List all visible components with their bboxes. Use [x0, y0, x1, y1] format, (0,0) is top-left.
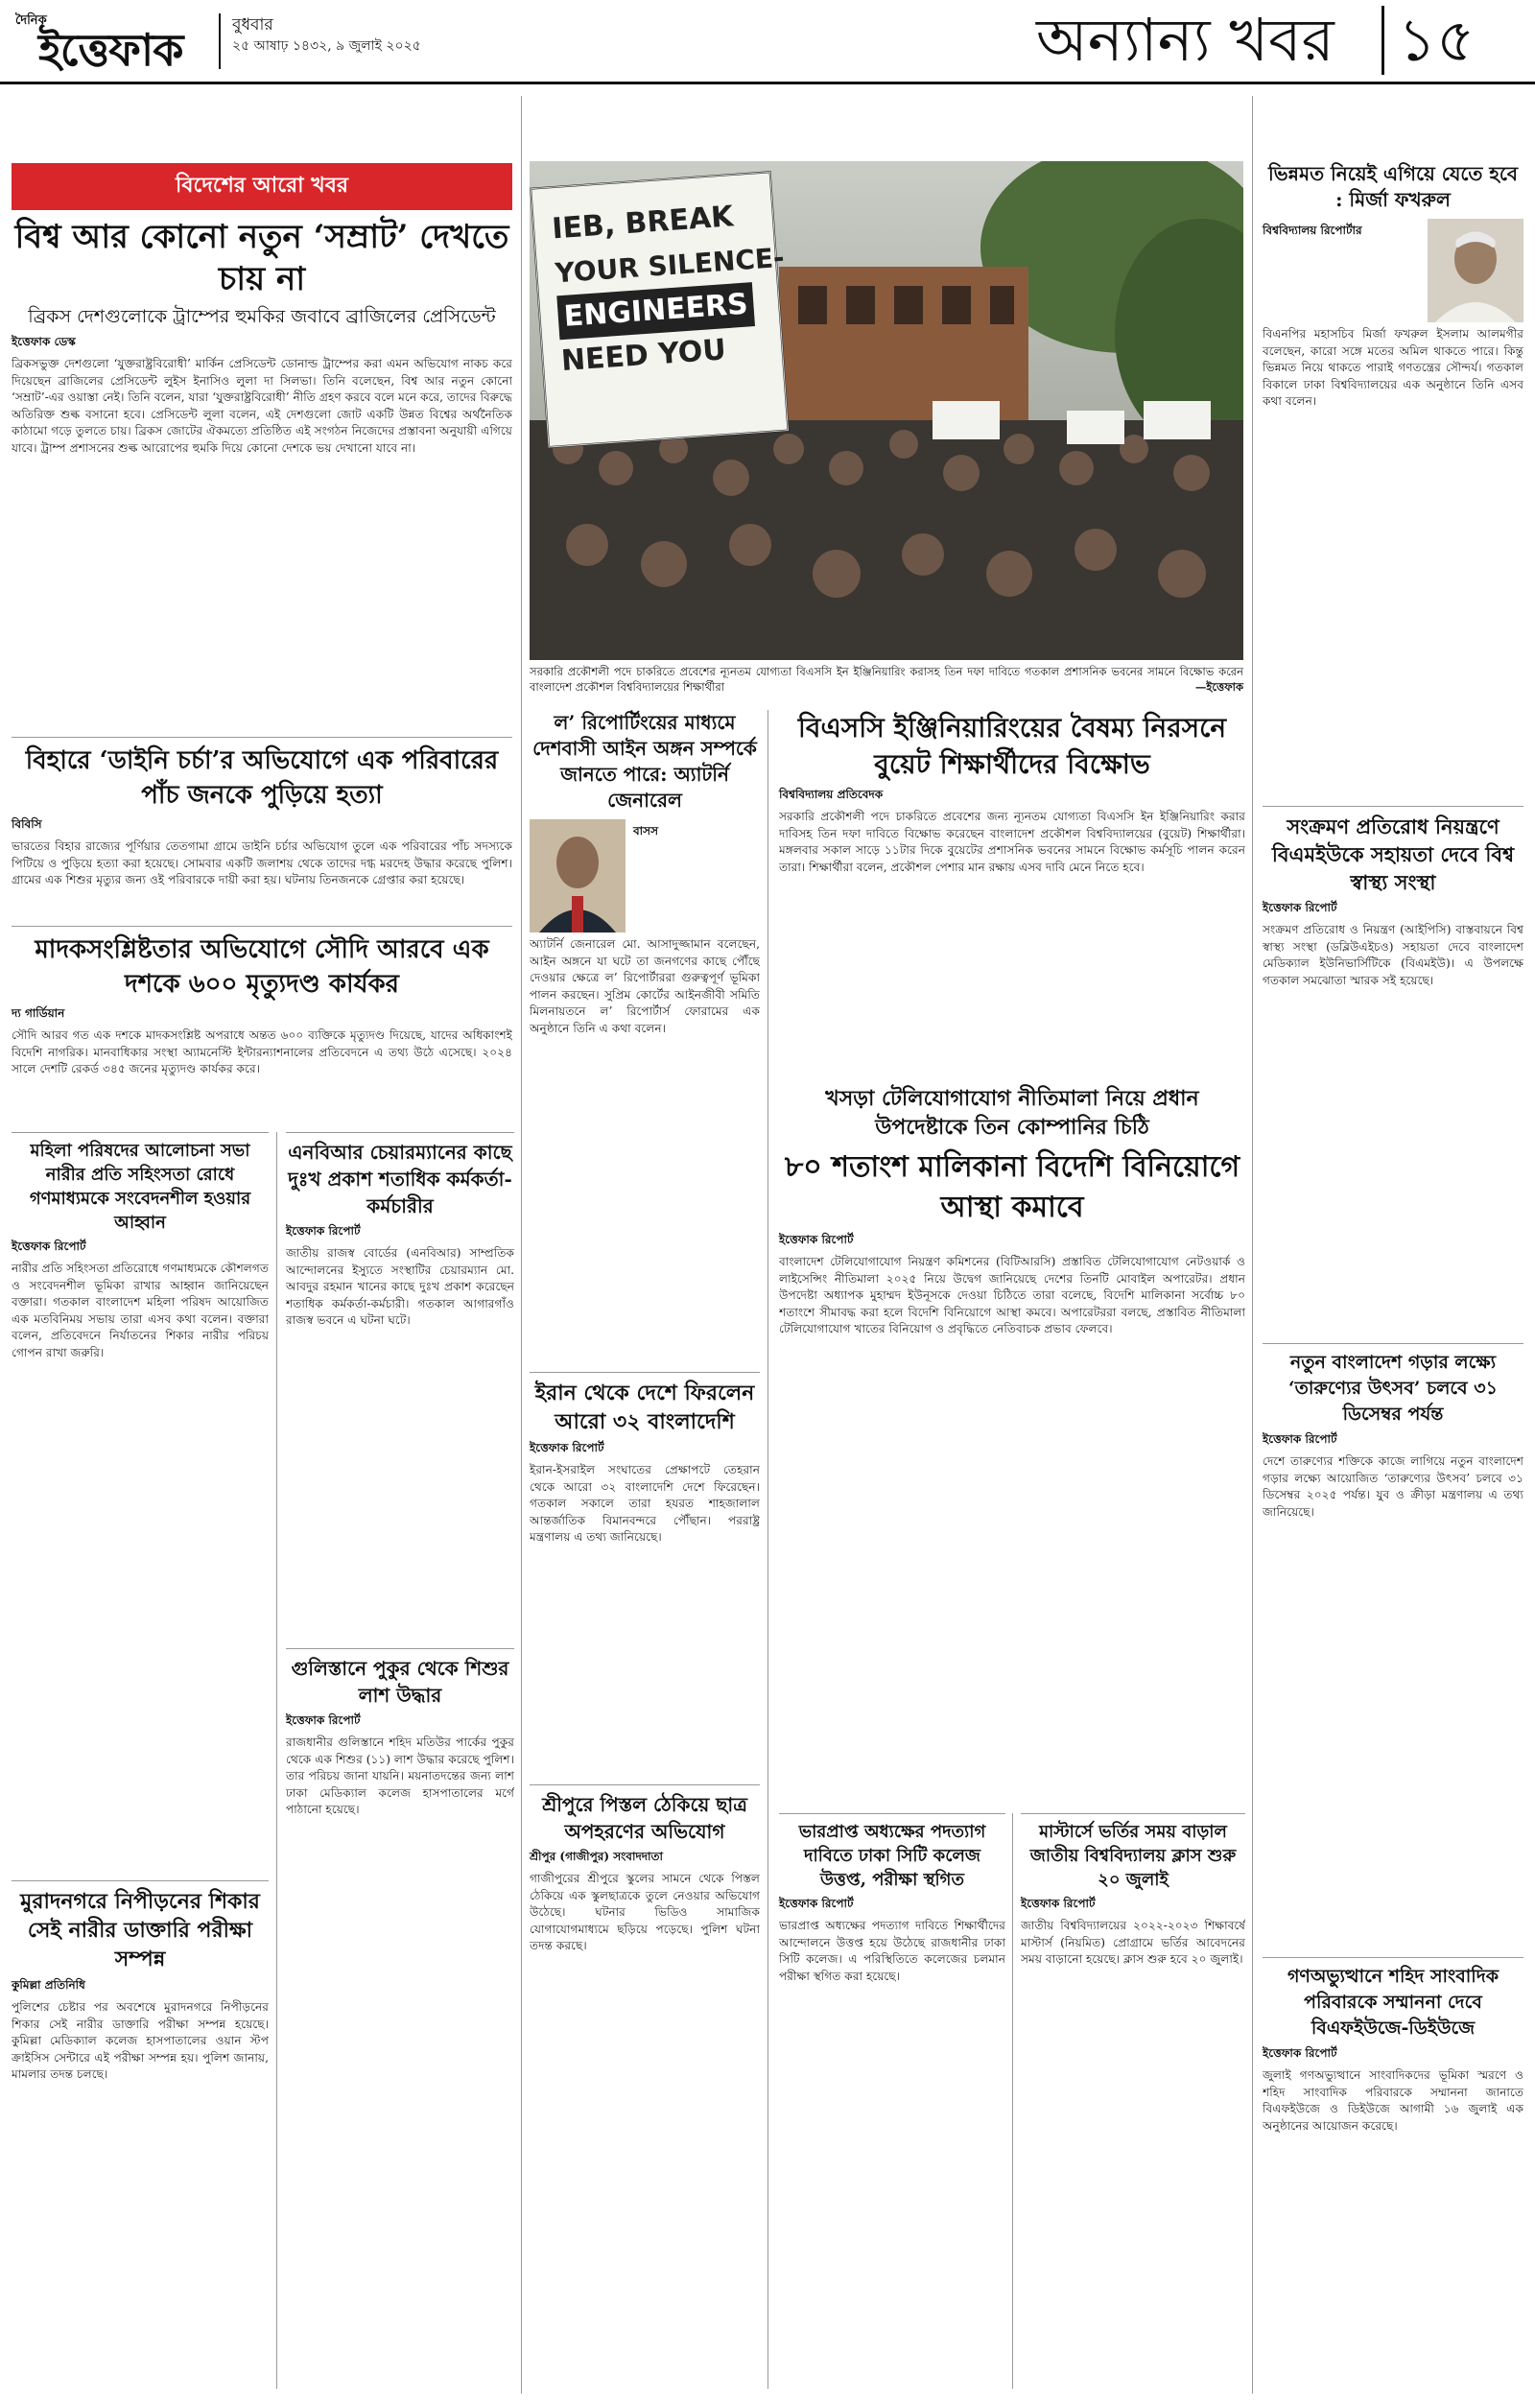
headline: সংক্রমণ প্রতিরোধ নিয়ন্ত্রণে বিএমইউকে সহায়তা দেবে বিশ্ব স্বাস্থ্য সংস্থা [1271, 814, 1515, 894]
byline: ইত্তেফাক রিপোর্ট [530, 1441, 604, 1454]
section-title: অন্যান্য খবর [1036, 5, 1334, 75]
story-sreepur [530, 1784, 760, 2370]
byline: ইত্তেফাক রিপোর্ট [1021, 1897, 1096, 1910]
byline: ইত্তেফাক রিপোর্ট [779, 1897, 854, 1910]
page-number: ১৫ [1382, 6, 1475, 75]
protest-photo [530, 161, 1243, 660]
article-body: ভারতের বিহার রাজ্যের পূর্ণিয়ার তেতগামা গ্রামে ডাইনি চর্চার অভিযোগ তুলে এক পরিবারের পাঁচ সদস্যকে পিটিয়ে ও পুড়িয়ে হত্যা করা হয়েছে। সোমবার একটি জলাশয় থেকে তাদের দগ্ধ মরদেহ উদ্ধার করেছে পুলিশ। গ্রামের এক শিশুর মৃত্যুর জন্য ওই পরিবারকে দায়ী করা হয়। ঘটনায় তিনজনকে গ্রেপ্তার করা হয়েছে। [12, 839, 512, 886]
story-national-university [1021, 1813, 1245, 2378]
headline-secondary: ৮০ শতাংশ মালিকানা বিদেশি বিনিয়োগে আস্থা কমাবে [784, 1150, 1240, 1224]
foreign-news-banner: বিদেশের আরো খবর [12, 163, 512, 210]
headline: ভারপ্রাপ্ত অধ্যক্ষের পদত্যাগ দাবিতে ঢাকা সিটি কলেজ উত্তপ্ত, পরীক্ষা স্থগিত [798, 1822, 986, 1890]
article-body: অ্যাটর্নি জেনারেল মো. আসাদুজ্জামান বলেছেন, আইন অঙ্গনে যা ঘটে তা জনগণের কাছে পৌঁছে দেওয়ার ক্ষেত্রে ল’ রিপোর্টাররা গুরুত্বপূর্ণ ভূমিকা পালন করছেন। সুপ্রিম কোর্টের আইনজীবী সমিতি মিলনায়তনে ল’ রিপোর্টার্স ফোরামের এক অনুষ্ঠানে তিনি এ কথা বলেন। [530, 937, 760, 1035]
byline: বিবিসি [12, 817, 42, 831]
byline: ইত্তেফাক রিপোর্ট [1263, 901, 1337, 914]
story-brazil [12, 216, 512, 720]
photo-caption-wrap [530, 664, 1243, 695]
article-body: জাতীয় রাজস্ব বোর্ডের (এনবিআর) সাম্প্রতিক আন্দোলনের ইস্যুতে সংস্থাটির চেয়ারম্যান মো. আবদুর রহমান খানের কাছে দুঃখ প্রকাশ করেছেন শতাধিক কর্মকর্তা-কর্মচারী। গতকাল আগারগাঁও রাজস্ব ভবনে এ ঘটনা ঘটে। [286, 1246, 514, 1327]
article-body: বাংলাদেশ টেলিযোগাযোগ নিয়ন্ত্রণ কমিশনের (বিটিআরসি) প্রস্তাবিত টেলিযোগাযোগ নেটওয়ার্ক ও লাইসেন্সিং নীতিমালা ২০২৫ নিয়ে উদ্বেগ জানিয়েছে দেশের তিনটি মোবাইল অপারেটর। প্রধান উপদেষ্টা অধ্যাপক মুহাম্মদ ইউনূসকে দেওয়া চিঠিতে তারা বলেছে, বিদেশি মালিকানা সর্বোচ্চ ৮০ শতাংশে সীমাবদ্ধ করা হলে বিদেশি বিনিয়োগে আস্থা কমবে। অপারেটররা বলছে, প্রস্তাবিত নীতিমালা টেলিযোগাযোগ খাতের বিনিয়োগ ও প্রবৃদ্ধিতে নেতিবাচক প্রভাব ফেলবে। [779, 1255, 1245, 1335]
attorney-general-photo [530, 819, 626, 933]
logo-prefix: দৈনিক [15, 13, 47, 28]
placard-text [551, 192, 792, 384]
story-nbr [286, 1132, 514, 1624]
byline: বিশ্ববিদ্যালয় প্রতিবেদক [779, 788, 884, 801]
article-body: নারীর প্রতি সহিংসতা প্রতিরোধে গণমাধ্যমকে কৌশলগত ও সংবেদনশীল ভূমিকা রাখার আহ্বান জানিয়েছেন বক্তারা। গতকাল বাংলাদেশ মহিলা পরিষদ আয়োজিত এক মতবিনিময় সভায় তারা এসব কথা বলেন। বক্তারা বলেন, প্রতিবেদনে নির্যাতনের শিকার নারীর পরিচয় গোপন রাখা জরুরি। [12, 1262, 269, 1359]
story-muradnagar [12, 1880, 269, 2364]
photo-caption: সরকারি প্রকৌশলী পদে চাকরিতে প্রবেশের ন্যূনতম যোগ্যতা বিএসসি ইন ইঞ্জিনিয়ারিং করাসহ তিন দফা দাবিতে গতকাল প্রশাসনিক ভবনের সামনে বিক্ষোভ করেন বাংলাদেশ প্রকৌশল বিশ্ববিদ্যালয়ের শিক্ষার্থীরা [530, 665, 1243, 694]
article-body: সৌদি আরব গত এক দশকে মাদকসংশ্লিষ্ট অপরাধে অন্তত ৬০০ ব্যক্তিকে মৃত্যুদণ্ড দিয়েছে, যাদের অধিকাংশই বিদেশি নাগরিক। মানবাধিকার সংস্থা অ্যামনেস্টি ইন্টারন্যাশনালের প্রতিবেদনে এ তথ্য উঠে এসেছে। ২০২৪ সালে দেশটি রেকর্ড ৩৪৫ জনের মৃত্যুদণ্ড কার্যকর করে। [12, 1028, 512, 1075]
dateline [219, 13, 421, 69]
article-body: জুলাই গণঅভ্যুত্থানে সাংবাদিকদের ভূমিকা স্মরণে ও শহিদ সাংবাদিক পরিবারকে সম্মাননা জানাতে বিএফইউজে ও ডিইউজে আগামী ১৬ জুলাই এক অনুষ্ঠানের আয়োজন করেছে। [1263, 2068, 1523, 2133]
headline: গণঅভ্যুত্থানে শহিদ সাংবাদিক পরিবারকে সম্মাননা দেবে বিএফইউজে-ডিইউজে [1287, 1966, 1499, 2039]
article-body: জাতীয় বিশ্ববিদ্যালয়ের ২০২২-২০২৩ শিক্ষাবর্ষে মাস্টার্স (নিয়মিত) প্রোগ্রামে ভর্তির আবেদনের সময় বাড়ানো হয়েছে। ক্লাস শুরু হবে ২০ জুলাই। [1021, 1919, 1245, 1966]
byline: শ্রীপুর (গাজীপুর) সংবাদদাতা [530, 1850, 664, 1863]
article-body: সরকারি প্রকৌশলী পদে চাকরিতে প্রবেশের জন্য ন্যূনতম যোগ্যতা বিএসসি ইন ইঞ্জিনিয়ারিং করার দাবিসহ তিন দফা দাবিতে বিক্ষোভ করেছেন বাংলাদেশ প্রকৌশল বিশ্ববিদ্যালয়ের (বুয়েট) শিক্ষার্থীরা। মঙ্গলবার সকাল সাড়ে ১১টার দিকে বুয়েটের প্রশাসনিক ভবনের সামনে বিক্ষোভ কর্মসূচি পালন করেন তারা। শিক্ষার্থীরা বলেন, প্রকৌশল পেশার মান রক্ষায় এসব দাবি মেনে নিতে হবে। [779, 810, 1245, 874]
story-mirza-fakhrul [1263, 161, 1523, 787]
article-body: বিএনপির মহাসচিব মির্জা ফখরুল ইসলাম আলমগীর বলেছেন, কারো সঙ্গে মতের অমিল থাকতে পারে। কিন্তু ভিন্নমত নিয়ে থাকতে পারাই গণতন্ত্রের সৌন্দর্য। গতকাল বিকালে ঢাকা বিশ্ববিদ্যালয়ের এক অনুষ্ঠানে তিনি এসব কথা বলেন। [1263, 327, 1523, 408]
byline: দ্য গার্ডিয়ান [12, 1006, 65, 1020]
portrait-image [530, 819, 626, 933]
byline: ইত্তেফাক রিপোর্ট [1263, 2046, 1337, 2060]
placard-line: ENGINEERS [556, 282, 755, 340]
weekday: বুধবার [232, 15, 273, 35]
story-bfuj-duj [1263, 1957, 1523, 2384]
story-attorney-general [530, 710, 760, 1387]
headline: মুরাদনগরে নিপীড়নের শিকার সেই নারীর ডাক্তারি পরীক্ষা সম্পন্ন [20, 1889, 260, 1971]
photo-credit: —ইত্তেফাক [1194, 680, 1243, 694]
subheadline: ব্রিকস দেশগুলোকে ট্রাম্পের হুমকির জবাবে ব্রাজিলের প্রেসিডেন্ট [28, 306, 496, 327]
headline: ইরান থেকে দেশে ফিরলেন আরো ৩২ বাংলাদেশি [534, 1381, 755, 1434]
story-gulistan [286, 1648, 514, 2396]
mirza-fakhrul-photo [1428, 219, 1523, 322]
article-body: ব্রিকসভুক্ত দেশগুলো ‘যুক্তরাষ্ট্রবিরোধী’ মার্কিন প্রেসিডেন্ট ডোনাল্ড ট্রাম্পের করা এমন অভিযোগ নাকচ করে দিয়েছেন ব্রাজিলের প্রেসিডেন্ট লুইস ইনাসিও লুলা দা সিলভা। তিনি বলেছেন, বিশ্ব আর নতুন কোনো ‘সম্রাট’-এর ওয়াস্তা নেই। তিনি বলেন, যারা ‘যুক্তরাষ্ট্রবিরোধী’ নীতি গ্রহণ করবে বলে মনে করে, তাদের বিরুদ্ধে অতিরিক্ত শুল্ক বসানো হবে। প্রেসিডেন্ট লুলা বলেন, এই দেশগুলো জোট একটি উন্নত বিশ্বের অর্থনৈতিক কাঠামো গড়ে তুলতে চায়। ব্রিকস জোটের ঐকমত্যে প্রতিষ্ঠিত এই সংগঠন নিজেদের প্রস্তাবনা অনুযায়ী এগিয়ে যাবে। ট্রাম্প প্রশাসনের শুল্ক আরোপের হুমকি দিয়ে কোনো দেশকে ভয় দেখানো যাবে না। [12, 357, 512, 455]
story-bihar [12, 737, 512, 925]
foreign-news-banner-wrap [12, 163, 512, 210]
placard-line: NEED YOU [559, 333, 727, 379]
story-who-bmu [1263, 806, 1523, 1325]
column-divider [276, 1132, 277, 2389]
headline: নতুন বাংলাদেশ গড়ার লক্ষ্যে ‘তারুণ্যের উৎসব’ চলবে ৩১ ডিসেম্বর পর্যন্ত [1288, 1352, 1498, 1425]
story-iran [530, 1372, 760, 1712]
byline: ইত্তেফাক রিপোর্ট [286, 1713, 361, 1727]
headline: বিএসসি ইঞ্জিনিয়ারিংয়ের বৈষম্য নিরসনে বুয়েট শিক্ষার্থীদের বিক্ষোভ [797, 712, 1227, 780]
headline: মাদকসংশ্লিষ্টতার অভিযোগে সৌদি আরবে এক দশকে ৬০০ মৃত্যুদণ্ড কার্যকর [35, 935, 489, 999]
article-body: দেশে তারুণ্যের শক্তিকে কাজে লাগিয়ে নতুন বাংলাদেশ গড়ার লক্ষ্যে আয়োজিত ‘তারুণ্যের উৎসব’ চলবে ৩১ ডিসেম্বর ২০২৫ পর্যন্ত। যুব ও ক্রীড়া মন্ত্রণালয় এ তথ্য জানিয়েছে। [1263, 1454, 1523, 1519]
headline: মাস্টার্সে ভর্তির সময় বাড়াল জাতীয় বিশ্ববিদ্যালয় ক্লাস শুরু ২০ জুলাই [1029, 1822, 1237, 1890]
headline: বিশ্ব আর কোনো নতুন ‘সম্রাট’ দেখতে চায় না [14, 218, 509, 298]
story-city-college [779, 1813, 1005, 2378]
newspaper-logo [12, 10, 203, 76]
story-tarunner-utsab [1263, 1343, 1523, 1933]
masthead [0, 0, 1535, 84]
article-body: গাজীপুরের শ্রীপুরে স্কুলের সামনে থেকে পিস্তল ঠেকিয়ে এক স্কুলছাত্রকে তুলে নেওয়ার অভিযোগ উঠেছে। ঘটনার ভিডিও সামাজিক যোগাযোগমাধ্যমে ছড়িয়ে পড়েছে। পুলিশ ঘটনা তদন্ত করছে। [530, 1872, 760, 1952]
byline: বাসস [633, 824, 659, 838]
headline: খসড়া টেলিযোগাযোগ নীতিমালা নিয়ে প্রধান উপদেষ্টাকে তিন কোম্পানির চিঠি [825, 1086, 1199, 1140]
article-body: সংক্রমণ প্রতিরোধ ও নিয়ন্ত্রণ (আইপিসি) বাস্তবায়নে বিশ্ব স্বাস্থ্য সংস্থা (ডব্লিউএইচও) সহায়তা দেবে বাংলাদেশ মেডিক্যাল ইউনিভার্সিটিকে (বিএমইউ)। এ উপলক্ষে গতকাল সমঝোতা স্মারক সই হয়েছে। [1263, 923, 1523, 987]
byline: ইত্তেফাক ডেস্ক [12, 335, 76, 348]
byline: ইত্তেফাক রিপোর্ট [12, 1239, 86, 1253]
headline: ভিন্নমত নিয়েই এগিয়ে যেতে হবে : মির্জা ফখরুল [1267, 162, 1519, 211]
story-telecom [779, 1084, 1245, 1758]
headline: গুলিস্তানে পুকুর থেকে শিশুর লাশ উদ্ধার [291, 1657, 509, 1707]
column-divider [1012, 1813, 1013, 2389]
byline: কুমিল্লা প্রতিনিধি [12, 1978, 85, 1992]
placard-line: YOUR SILENCE- [554, 241, 786, 290]
story-buet [779, 710, 1245, 1068]
byline: ইত্তেফাক রিপোর্ট [779, 1233, 854, 1246]
column-divider [1252, 96, 1253, 2394]
headline: মহিলা পরিষদের আলোচনা সভা নারীর প্রতি সহিংসতা রোধে গণমাধ্যমকে সংবেদনশীল হওয়ার আহ্বান [29, 1141, 251, 1233]
headline: এনবিআর চেয়ারম্যানের কাছে দুঃখ প্রকাশ শতাধিক কর্মকর্তা-কর্মচারীর [288, 1141, 512, 1217]
date: ২৫ আষাঢ় ১৪৩২, ৯ জুলাই ২০২৫ [232, 38, 421, 54]
portrait-image [1428, 219, 1523, 322]
headline: শ্রীপুরে পিস্তল ঠেকিয়ে ছাত্র অপহরণের অভিযোগ [542, 1793, 747, 1843]
byline: ইত্তেফাক রিপোর্ট [1263, 1432, 1337, 1446]
column-divider [521, 96, 522, 2394]
story-mohila-parishad [12, 1132, 269, 1827]
logo-wordmark: ইত্তেফাক [38, 24, 183, 76]
headline: ল’ রিপোর্টিংয়ের মাধ্যমে দেশবাসী আইন অঙ্গন সম্পর্কে জানতে পারে: অ্যাটর্নি জেনারেল [532, 711, 757, 812]
article-body: ভারপ্রাপ্ত অধ্যক্ষের পদত্যাগ দাবিতে শিক্ষার্থীদের আন্দোলনে উত্তপ্ত হয়ে উঠেছে রাজধানীর ঢাকা সিটি কলেজ। এ পরিস্থিতিতে কলেজের চলমান পরীক্ষা স্থগিত করা হয়েছে। [779, 1919, 1005, 1983]
placard-line: IEB, BREAK [551, 200, 735, 247]
article-body: পুলিশের চেষ্টার পর অবশেষে মুরাদনগরে নিপীড়নের শিকার সেই নারীর ডাক্তারি পরীক্ষা সম্পন্ন হয়েছে। কুমিল্লা মেডিক্যাল কলেজ হাসপাতালের ওয়ান স্টপ ক্রাইসিস সেন্টারে এই পরীক্ষা সম্পন্ন হয়। পুলিশ জানায়, মামলার তদন্ত চলছে। [12, 2000, 269, 2081]
story-saudi [12, 926, 512, 1097]
article-body: রাজধানীর গুলিস্তানে শহিদ মতিউর পার্কের পুকুর থেকে এক শিশুর (১১) লাশ উদ্ধার করেছে পুলিশ। তার পরিচয় জানা যায়নি। ময়নাতদন্তের জন্য লাশ ঢাকা মেডিক্যাল কলেজ হাসপাতালের মর্গে পাঠানো হয়েছে। [286, 1735, 514, 1816]
article-body: ইরান-ইসরাইল সংঘাতের প্রেক্ষাপটে তেহরান থেকে আরো ৩২ বাংলাদেশি দেশে ফিরেছেন। গতকাল সকালে তারা হযরত শাহজালাল আন্তর্জাতিক বিমানবন্দরে পৌঁছান। পররাষ্ট্র মন্ত্রণালয় এ তথ্য জানিয়েছে। [530, 1463, 760, 1544]
byline: ইত্তেফাক রিপোর্ট [286, 1224, 361, 1238]
byline: বিশ্ববিদ্যালয় রিপোর্টার [1263, 224, 1362, 237]
headline: বিহারে ‘ডাইনি চর্চা’র অভিযোগে এক পরিবারের পাঁচ জনকে পুড়িয়ে হত্যা [25, 746, 499, 810]
